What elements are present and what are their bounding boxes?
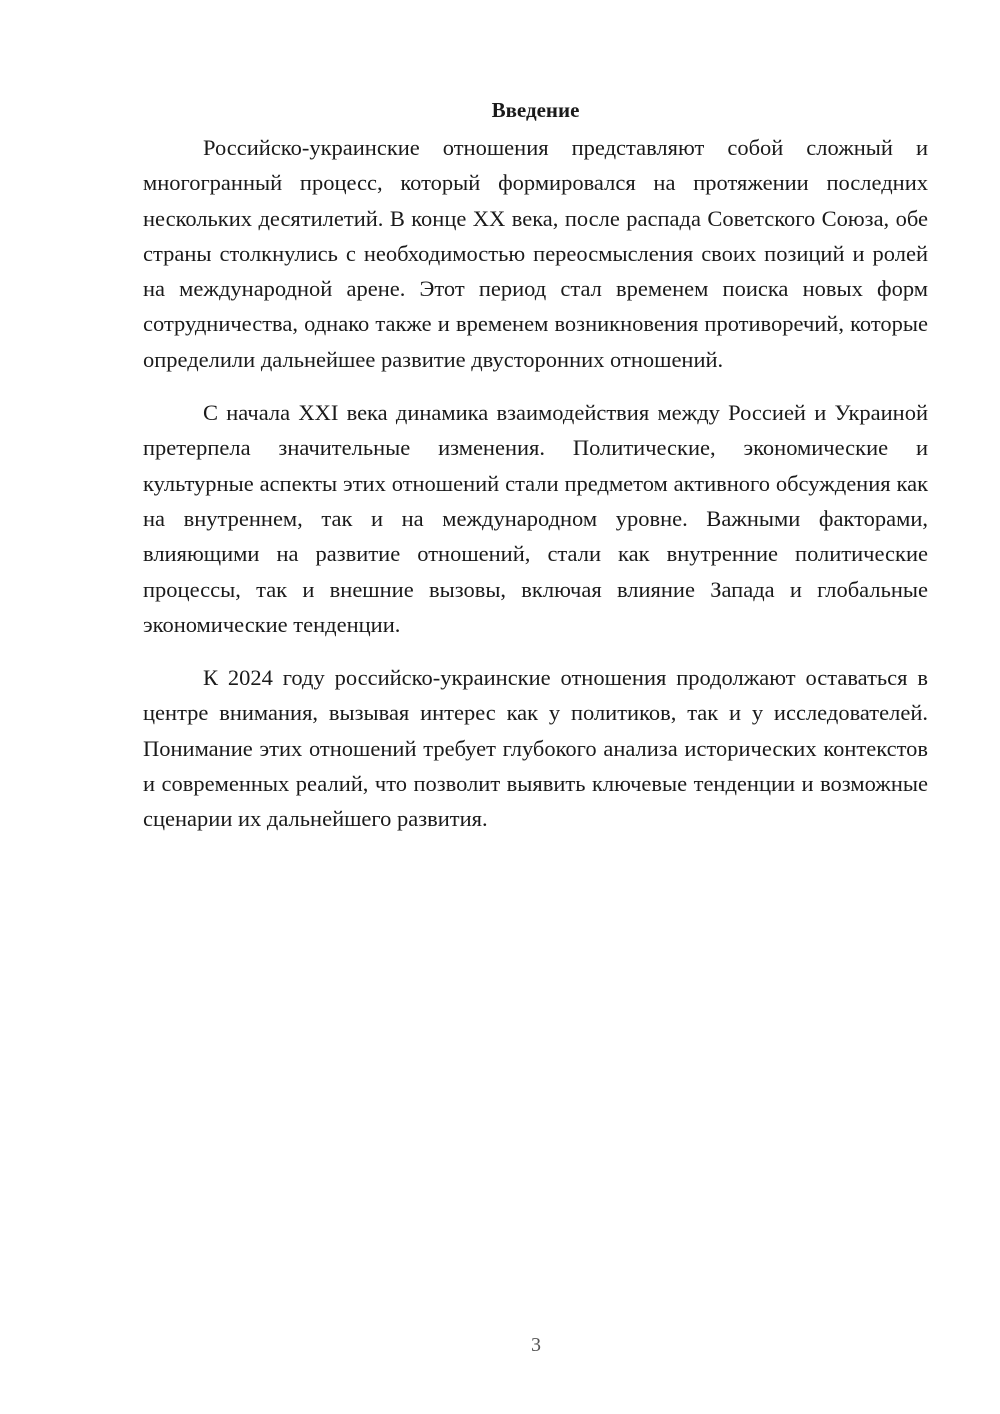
page-number: 3 bbox=[531, 1334, 541, 1356]
paragraph-3: К 2024 году российско-украинские отношения продолжают оставаться в центре внимания, вызывая интерес как у политиков, так и у исследователей. Понимание этих отношений требует глубокого анализа исторических контекстов и современных реалий, что позволит выявить ключевые тенденции и возможные сценарии их дальнейшего развития. bbox=[143, 665, 928, 832]
section-heading: Введение bbox=[491, 98, 580, 122]
paragraph-1: Российско-украинские отношения представляют собой сложный и многогранный процесс, который формировался на протяжении последних нескольких десятилетий. В конце XX века, после распада Советского Союза, обе страны столкнулись с необходимостью переосмысления своих позиций и ролей на международной арене. Этот период стал временем поиска новых форм сотрудничества, однако также и временем возникновения противоречий, которые определили дальнейшее развитие двусторонних отношений. bbox=[143, 135, 928, 372]
document-body bbox=[143, 96, 928, 855]
paragraph-2: С начала XXI века динамика взаимодействия между Россией и Украиной претерпела значительные изменения. Политические, экономические и культурные аспекты этих отношений стали предметом активного обсуждения как на внутреннем, так и на международном уровне. Важными факторами, влияющими на развитие отношений, стали как внутренние политические процессы, так и внешние вызовы, включая влияние Запада и глобальные экономические тенденции. bbox=[143, 400, 928, 637]
